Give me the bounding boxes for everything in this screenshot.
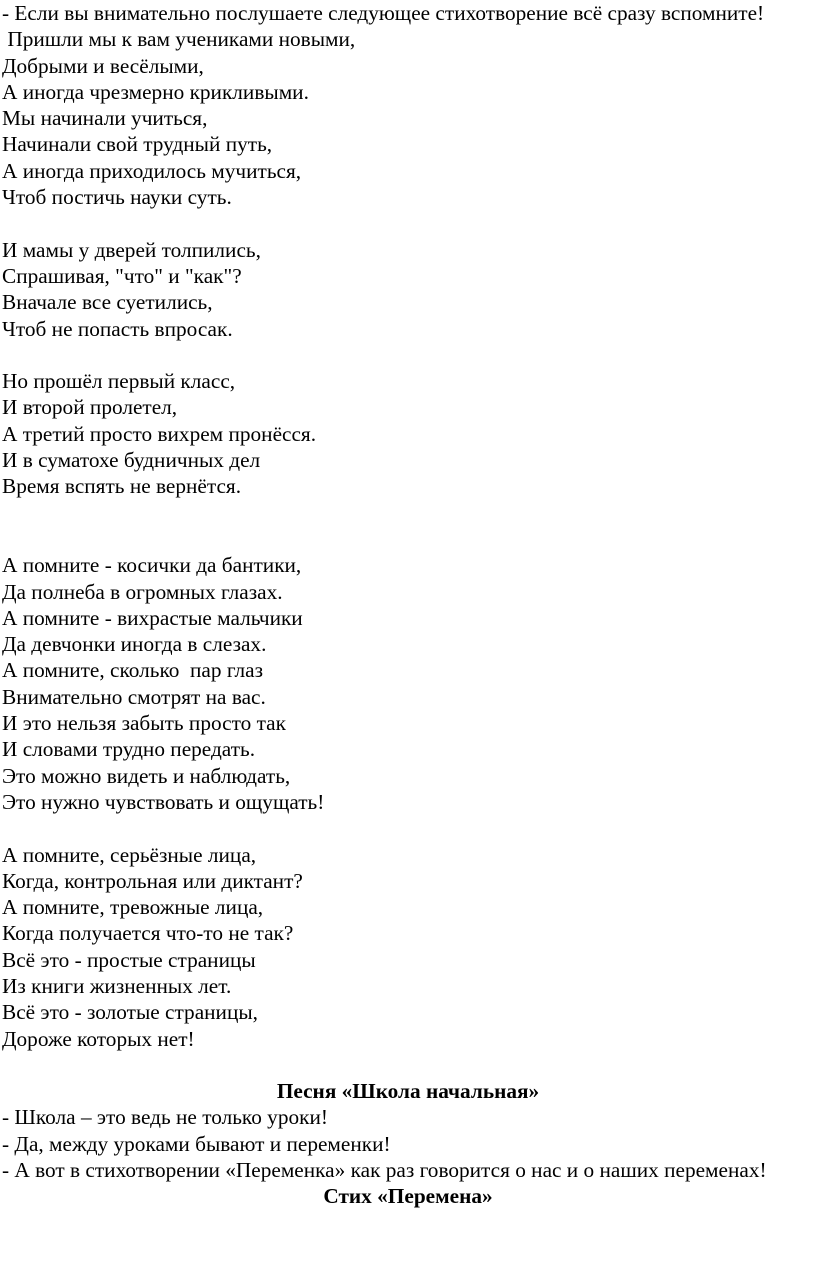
poem-line: А помните - вихрастые мальчики bbox=[2, 605, 303, 630]
poem-line: Да девчонки иногда в слезах. bbox=[2, 632, 267, 657]
poem-line: Это можно видеть и наблюдать, bbox=[2, 763, 291, 788]
poem-line: Пришли мы к вам учениками новыми, bbox=[2, 27, 356, 52]
dialogue-line: - А вот в стихотворении «Переменка» как раз говорится о нас и о наших переменах! bbox=[2, 1158, 767, 1183]
poem-line: Начинали свой трудный путь, bbox=[2, 132, 273, 157]
poem-line: Мы начинали учиться, bbox=[2, 106, 208, 131]
stanza-gap bbox=[2, 342, 814, 368]
dialogue-line: - Школа – это ведь не только уроки! bbox=[2, 1105, 328, 1130]
stanza-gap bbox=[2, 815, 814, 841]
poem-line: Всё это - простые страницы bbox=[2, 947, 256, 972]
stanza-5 bbox=[2, 842, 814, 1052]
poem-line: А иногда приходилось мучиться, bbox=[2, 158, 302, 183]
poem-line: А помните - косички да бантики, bbox=[2, 553, 302, 578]
poem-line: Время вспять не вернётся. bbox=[2, 474, 242, 499]
document-page bbox=[2, 0, 814, 1210]
poem-line: Спрашивая, "что" и "как"? bbox=[2, 263, 242, 288]
poem-line: Да полнеба в огромных глазах. bbox=[2, 579, 283, 604]
poem-line: И в суматохе будничных дел bbox=[2, 448, 261, 473]
poem-line: Всё это - золотые страницы, bbox=[2, 1000, 258, 1025]
stanza-gap bbox=[2, 500, 814, 553]
intro-text: - Если вы внимательно послушаете следующее стихотворение всё сразу вспомните! bbox=[2, 1, 765, 25]
poem-line: Чтоб постичь науки суть. bbox=[2, 185, 232, 210]
poem-line: А помните, серьёзные лица, bbox=[2, 842, 257, 867]
poem-line: А помните, тревожные лица, bbox=[2, 895, 264, 920]
song-heading: Песня «Школа начальная» bbox=[276, 1079, 540, 1104]
poem-line: Дороже которых нет! bbox=[2, 1026, 195, 1051]
stanza-gap bbox=[2, 210, 814, 236]
stanza-gap bbox=[2, 1052, 814, 1078]
stanza-4 bbox=[2, 552, 814, 815]
poem-line: Добрыми и весёлыми, bbox=[2, 53, 204, 78]
poem-line: Когда, контрольная или диктант? bbox=[2, 868, 303, 893]
stanza-2 bbox=[2, 237, 814, 342]
dialogue-line: - Да, между уроками бывают и переменки! bbox=[2, 1131, 391, 1156]
stanza-3 bbox=[2, 368, 814, 499]
poem-line: Чтоб не попасть впросак. bbox=[2, 316, 233, 341]
poem-line: Вначале все суетились, bbox=[2, 290, 213, 315]
poem-line: И это нельзя забыть просто так bbox=[2, 711, 286, 736]
stanza-1 bbox=[2, 26, 814, 210]
poem-line: Это нужно чувствовать и ощущать! bbox=[2, 789, 325, 814]
poem-heading: Стих «Перемена» bbox=[323, 1184, 493, 1209]
poem-line: А помните, сколько пар глаз bbox=[2, 658, 263, 683]
poem-line: И второй пролетел, bbox=[2, 395, 178, 420]
poem-line: А третий просто вихрем пронёсся. bbox=[2, 421, 317, 446]
poem-line: А иногда чрезмерно крикливыми. bbox=[2, 79, 309, 104]
poem-line: Когда получается что-то не так? bbox=[2, 921, 294, 946]
poem-line: Но прошёл первый класс, bbox=[2, 369, 236, 394]
poem-line: И словами трудно передать. bbox=[2, 737, 256, 762]
poem-line: И мамы у дверей толпились, bbox=[2, 237, 261, 262]
poem-line: Внимательно смотрят на вас. bbox=[2, 684, 266, 709]
poem-line: Из книги жизненных лет. bbox=[2, 973, 232, 998]
